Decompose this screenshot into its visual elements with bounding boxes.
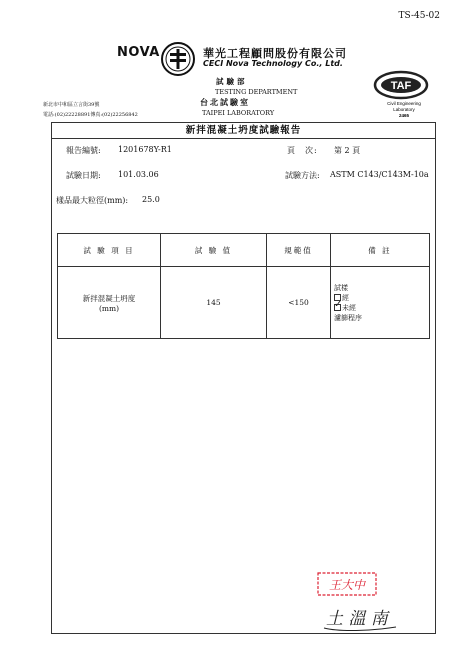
table-row [58, 267, 430, 339]
red-name-stamp [317, 572, 377, 596]
address: 新北市中和區立言街39號 [43, 102, 100, 108]
remark-tail: 濾篩程序 [334, 313, 362, 322]
taf-line1: Civil Engineering [387, 101, 421, 106]
max-aggregate-label: 樣品最大粒徑(mm): [56, 196, 129, 205]
test-value-cell: 145 [161, 267, 267, 339]
table-header-row [58, 234, 430, 267]
department-cn: 試驗部 [216, 77, 248, 86]
taf-line3: 2465 [398, 113, 410, 118]
header-test-item: 試 驗 項 目 [58, 234, 161, 267]
laboratory-cn: 台北試驗室 [200, 97, 250, 107]
company-emblem-icon [160, 41, 196, 77]
laboratory-en: TAIPEI LABORATORY [202, 109, 275, 117]
report-title: 新拌混凝土坍度試驗報告 [51, 122, 436, 139]
header-test-value: 試 驗 值 [161, 234, 267, 267]
test-item-unit: (mm) [98, 303, 120, 313]
test-item-cell [58, 267, 161, 339]
report-no: 1201678Y-R1 [118, 145, 172, 154]
test-item-name: 新拌混凝土坍度 [82, 293, 136, 303]
option-sieved [334, 293, 429, 303]
department-en: TESTING DEPARTMENT [215, 88, 298, 96]
test-method: ASTM C143/C143M-10a [330, 170, 429, 179]
remark-cell [331, 267, 430, 339]
signature-text: 土 溫 南 [326, 609, 388, 629]
phone-fax: 電話:(02)22228891傳真:(02)22256842 [43, 112, 138, 118]
option-not-sieved [334, 303, 429, 313]
stamp-text: 王大中 [328, 578, 366, 592]
report-no-label: 報告編號: [66, 146, 101, 155]
page-value: 第 2 頁 [334, 146, 361, 155]
results-table [57, 233, 430, 339]
spec-cell: <150 [267, 267, 331, 339]
option-sieved-label: 經 [342, 293, 349, 302]
company-logo-text: NOVA [117, 45, 160, 60]
header-spec: 規範值 [267, 234, 331, 267]
company-name-cn: 華光工程顧問股份有限公司 [203, 47, 347, 60]
remark-title: 試樣 [334, 283, 348, 292]
option-not-sieved-label: 未經 [342, 303, 356, 312]
taf-line2: Laboratory [393, 107, 415, 112]
company-name-en: CECI Nova Technology Co., Ltd. [203, 59, 343, 68]
page-label: 頁 次: [287, 146, 318, 155]
test-date-label: 試驗日期: [66, 171, 101, 180]
not-sieved-checkbox-checked[interactable] [334, 304, 341, 311]
form-id: TS-45-02 [398, 11, 440, 21]
taf-accreditation-icon [370, 67, 432, 125]
method-label: 試驗方法: [285, 171, 320, 180]
taf-logo-text: TAF [390, 80, 412, 92]
header-remark: 備 註 [331, 234, 430, 267]
handwritten-signature [320, 600, 400, 634]
test-date: 101.03.06 [118, 170, 159, 179]
max-aggregate-value: 25.0 [142, 195, 160, 204]
